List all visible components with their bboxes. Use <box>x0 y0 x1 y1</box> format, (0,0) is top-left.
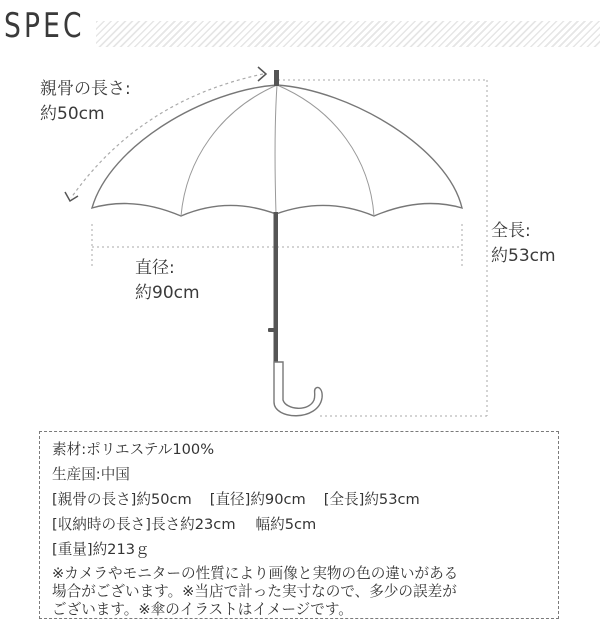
canopy-rib-center <box>275 85 277 214</box>
spec-note <box>52 565 546 619</box>
canopy-rib-left-outer <box>181 85 277 216</box>
spec-folded-row <box>52 512 546 537</box>
spec-heading: SPEC <box>4 6 85 46</box>
rib-arrow-bottom-icon <box>65 192 78 201</box>
umbrella-shaft <box>274 212 279 364</box>
spec-note-line: 場合がございます。※当店で計った実寸なので、多少の誤差が <box>52 583 457 600</box>
spec-origin: 生産国:中国 <box>52 466 130 483</box>
umbrella-diagram <box>0 60 600 430</box>
shaft-runner <box>268 328 275 332</box>
spec-note-line: ※カメラやモニターの性質により画像と実物の色の違いがある <box>52 565 459 582</box>
umbrella-tip <box>274 70 279 86</box>
umbrella-handle <box>274 362 322 416</box>
spec-total-length: [全長]約53cm <box>323 491 420 508</box>
spec-rib-length: [親骨の長さ]約50cm <box>52 491 192 508</box>
spec-dimensions-row <box>52 487 546 512</box>
rib-length-value: 約50cm <box>40 104 105 124</box>
spec-note-line: ございます。※傘のイラストはイメージです。 <box>52 601 353 618</box>
diameter-label: 直径: <box>135 258 175 278</box>
spec-box <box>39 431 559 619</box>
heading-stripe-decoration <box>96 21 600 47</box>
spec-material: 素材:ポリエステル100% <box>52 441 215 458</box>
spec-folded-length: [収納時の長さ]長さ約23cm <box>52 516 236 533</box>
diameter-value: 約90cm <box>135 283 200 303</box>
spec-diameter: [直径]約90cm <box>209 491 306 508</box>
rib-length-label: 親骨の長さ: <box>40 79 131 99</box>
spec-weight: [重量]約213ｇ <box>52 541 150 558</box>
total-length-label: 全長: <box>491 221 531 241</box>
canopy-outline <box>92 85 462 216</box>
total-length-value: 約53cm <box>491 246 556 266</box>
spec-folded-width: 幅約5cm <box>255 516 317 533</box>
canopy-rib-right-outer <box>277 85 374 216</box>
